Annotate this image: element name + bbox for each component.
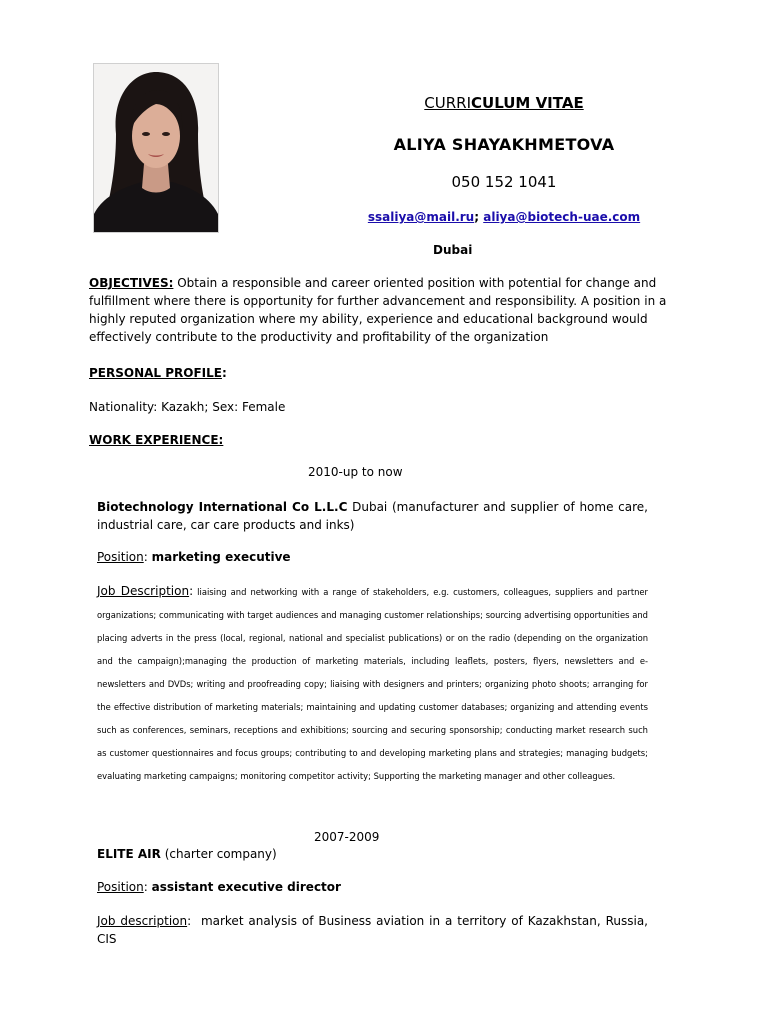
cv-title-part2: CULUM VITAE bbox=[471, 94, 584, 112]
personal-profile-heading: PERSONAL PROFILE bbox=[89, 366, 222, 380]
email-link-work[interactable]: aliya@biotech-uae.com bbox=[483, 210, 641, 224]
job-2-position-line: Position: assistant executive director bbox=[97, 880, 341, 894]
job-2-description-text: market analysis of Business aviation in a territory of Kazakhstan, Russia, CIS bbox=[97, 914, 648, 946]
job-1-description-text: liaising and networking with a range of stakeholders, e.g. customers, colleagues, suppliers and partner organizations; communicating with target audiences and managing customer relationships; sourcing advertising opportunities and placing adverts in the press (local, regional, national and specialist publications) or on the radio (depending on the organization and the campaign);managing the production of marketing materials, including leaflets, posters, flyers, newsletters and e-newsletters and DVDs; writing and proofreading copy; liaising with designers and printers; organizing photo shoots; arranging for the effective distribution of marketing materials; maintaining and updating customer databases; organizing and attending events such as conferences, seminars, receptions and exhibitions; sourcing and securing sponsorship; conducting market research such as customer questionnaires and focus groups; contributing to and developing marketing plans and strategies; managing budgets; evaluating marketing campaigns; monitoring competitor activity; Supporting the marketing manager and other colleagues. bbox=[97, 587, 649, 781]
job-1-company-line bbox=[97, 498, 648, 534]
candidate-name: ALIYA SHAYAKHMETOVA bbox=[393, 135, 615, 154]
job-2-period: 2007-2009 bbox=[314, 830, 380, 844]
objectives-section bbox=[89, 274, 669, 346]
job-2-company-desc: (charter company) bbox=[160, 847, 277, 861]
job-2-description: Job description: market analysis of Business aviation in a territory of Kazakhstan, Russia, CIS bbox=[97, 914, 648, 946]
job-2-company-name: ELITE AIR bbox=[97, 847, 161, 861]
work-experience-heading-line bbox=[89, 431, 669, 449]
job-2-position-label: Position bbox=[97, 880, 144, 894]
job-1-position-title: marketing executive bbox=[151, 550, 291, 564]
job-1-position-label: Position bbox=[97, 550, 144, 564]
job-1-description: Job Description: liaising and networking with a range of stakeholders, e.g. customers, colleagues, suppliers and partner organizations; communicating with target audiences and managing customer relationships; sourcing advertising opportunities and placing adverts in the press (local, regional, national and specialist publications) or on the radio (depending on the organization and the campaign);managing the production of marketing materials, including leaflets, posters, flyers, newsletters and e-newsletters and DVDs; writing and proofreading copy; liaising with designers and printers; organizing photo shoots; arranging for the effective distribution of marketing materials; maintaining and updating customer databases; organizing and attending events such as conferences, seminars, receptions and exhibitions; sourcing and securing sponsorship; conducting market research such as customer questionnaires and focus groups; contributing to and developing marketing plans and strategies; managing budgets; evaluating marketing campaigns; monitoring competitor activity; Supporting the marketing manager and other colleagues. bbox=[97, 584, 649, 781]
job-1-description-label: Job Description bbox=[97, 584, 190, 598]
personal-profile-heading-line bbox=[89, 364, 669, 382]
personal-profile-colon: : bbox=[221, 366, 227, 380]
email-link-primary[interactable]: ssaliya@mail.ru bbox=[367, 210, 475, 224]
email-line bbox=[240, 210, 768, 224]
cv-title-part1: CURRI bbox=[424, 94, 472, 112]
job-2-position-title: assistant executive director bbox=[151, 880, 341, 894]
objectives-text: Obtain a responsible and career oriented position with potential for change and fulfillment where there is opportunity for further advancement and responsibility. A position in a highly reputed organization where my ability, experience and educational background would effectively contribute to the productivity and profitability of the organization bbox=[89, 276, 667, 344]
phone-number: 050 152 1041 bbox=[451, 173, 557, 191]
job-1-company-desc: Dubai (manufacturer and supplier of home care, industrial care, car care products and inks) bbox=[97, 500, 648, 532]
objectives-heading: OBJECTIVES: bbox=[89, 276, 174, 290]
cv-title bbox=[240, 94, 768, 112]
job-2-company-line bbox=[97, 845, 677, 863]
work-experience-heading: WORK EXPERIENCE: bbox=[89, 433, 224, 447]
job-1-position-line: Position: marketing executive bbox=[97, 550, 291, 564]
email-separator: ; bbox=[474, 210, 480, 224]
profile-photo bbox=[93, 63, 219, 233]
city: Dubai bbox=[433, 243, 473, 257]
job-2-description-label: Job description bbox=[97, 914, 188, 928]
job-1-company-name: Biotechnology International Co L.L.C bbox=[97, 500, 348, 514]
job-1-period: 2010-up to now bbox=[308, 465, 403, 479]
personal-profile-details: Nationality: Kazakh; Sex: Female bbox=[89, 400, 286, 414]
